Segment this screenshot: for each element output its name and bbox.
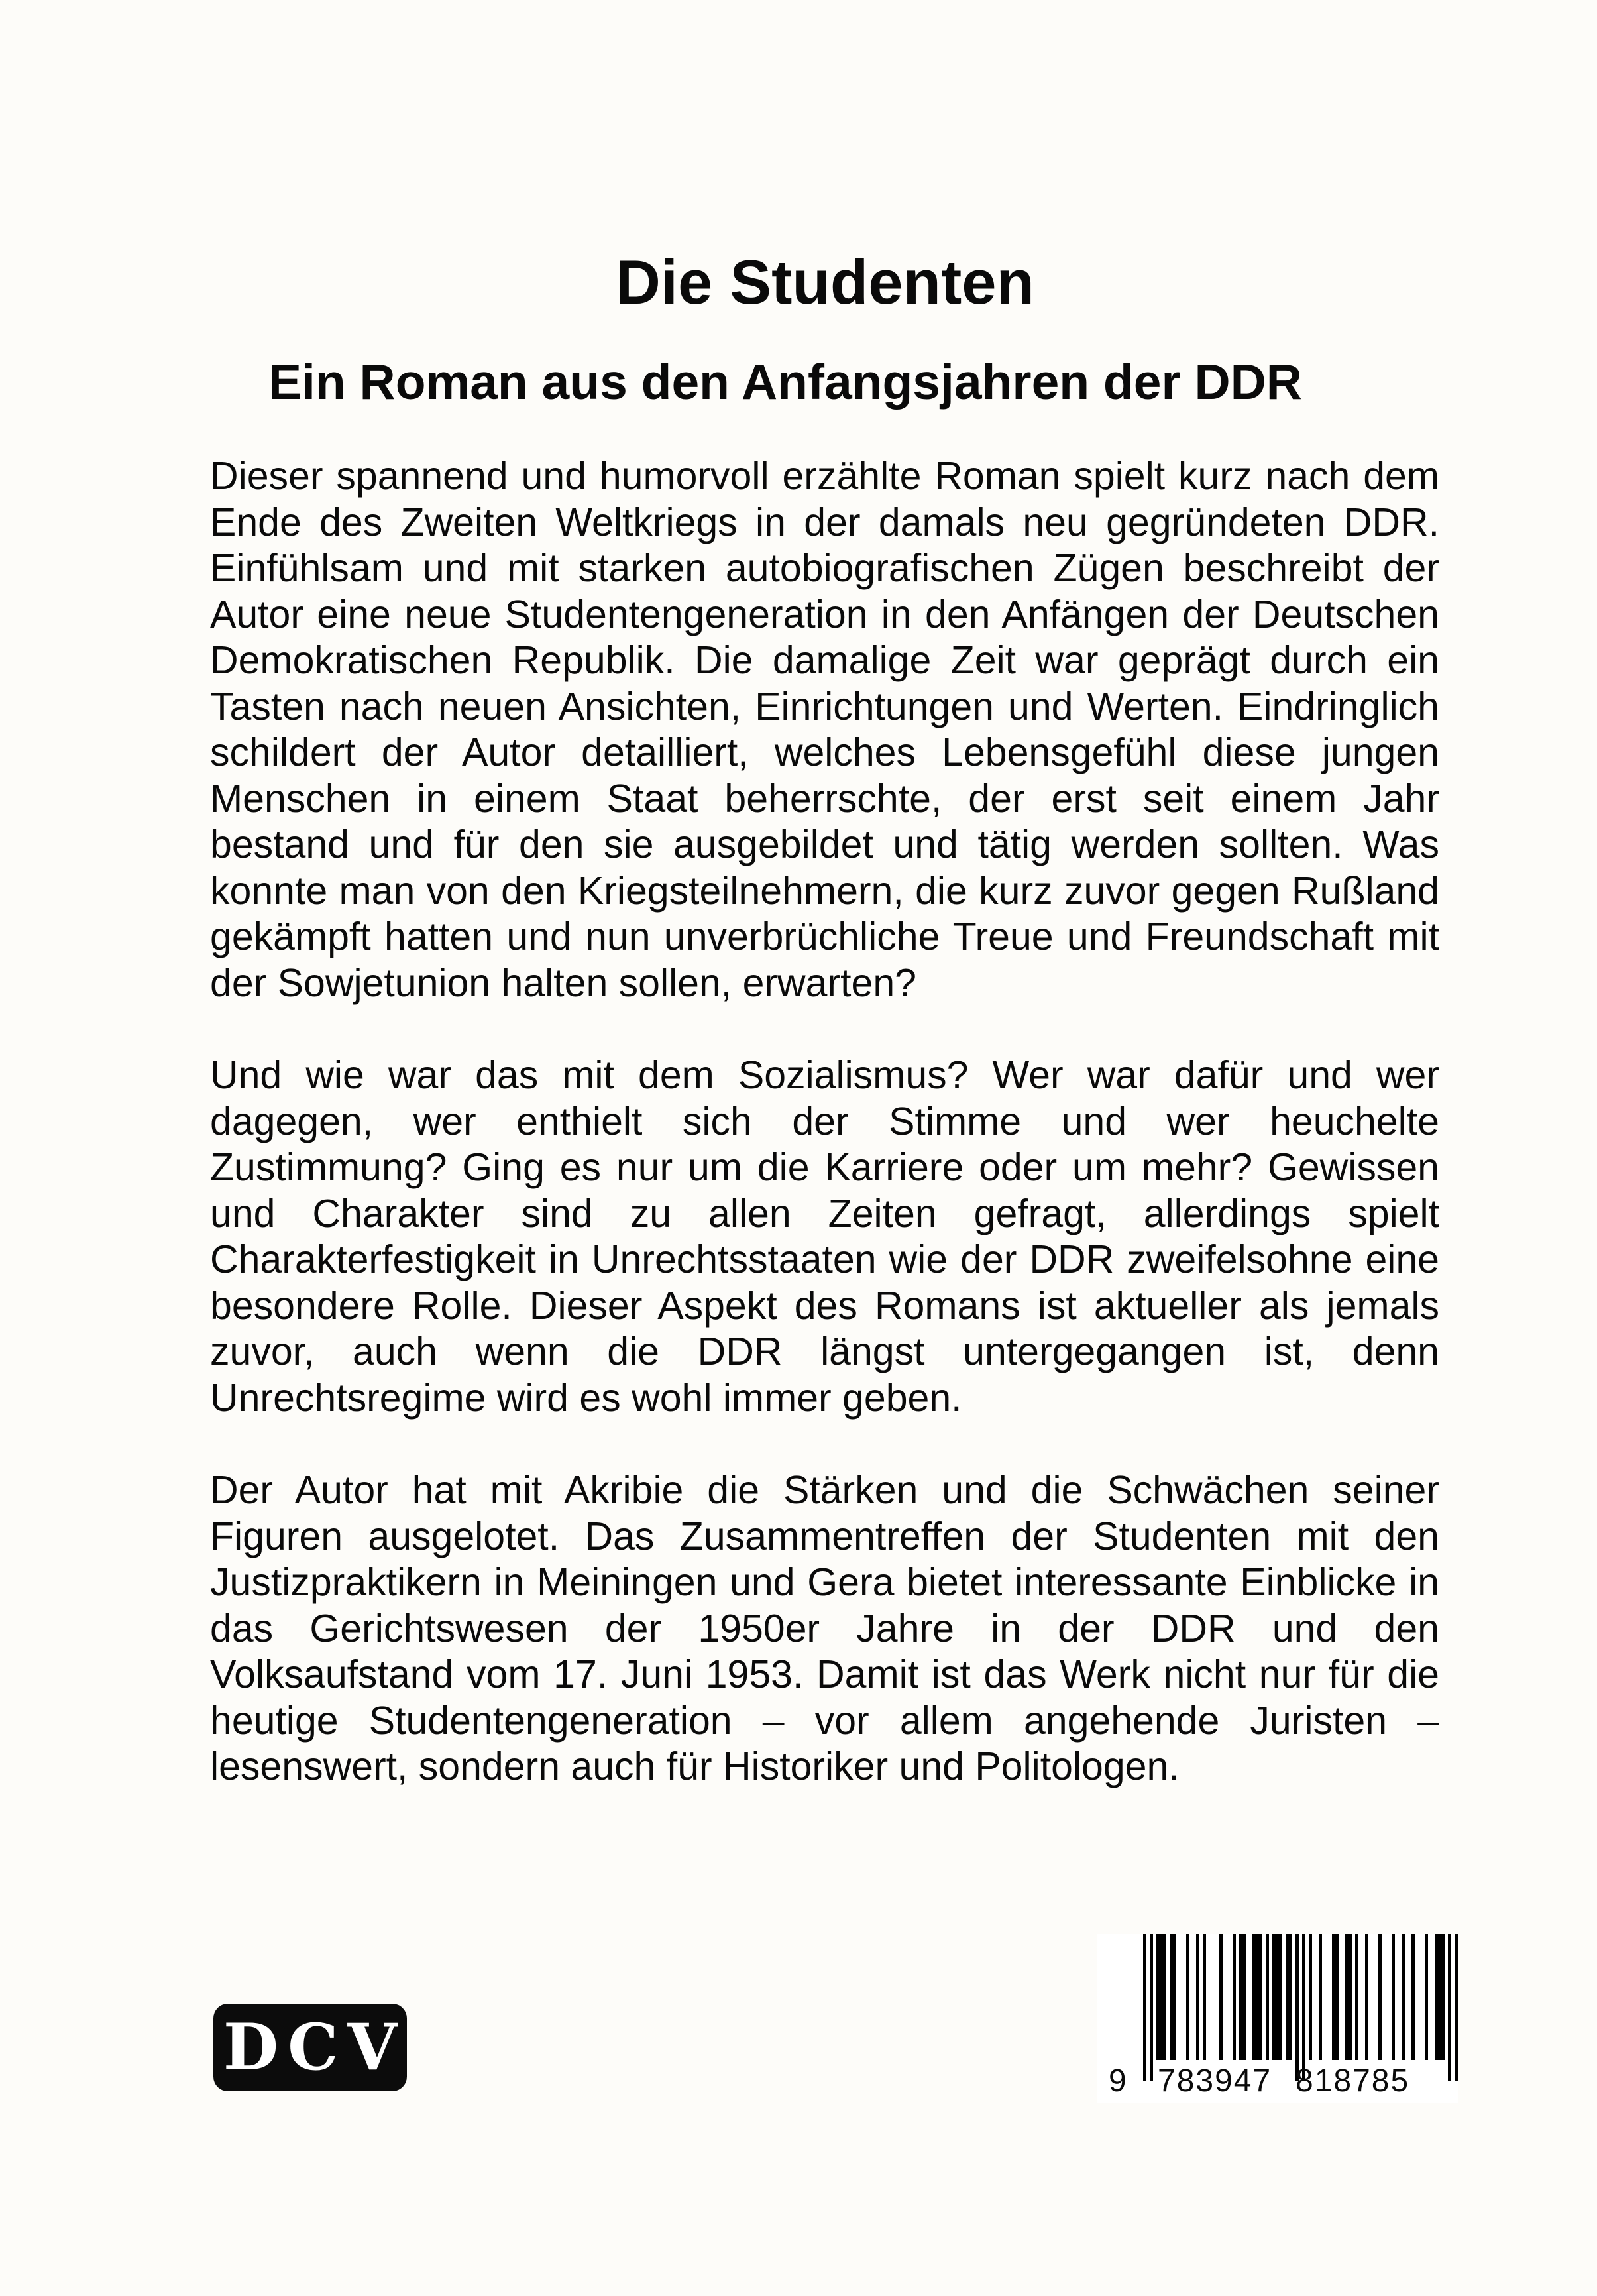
barcode-bar: [1196, 1934, 1199, 2060]
barcode-bar: [1173, 1934, 1176, 2060]
barcode-bar: [1233, 1934, 1236, 2060]
barcode-bar: [1289, 1934, 1292, 2060]
barcode-bar: [1309, 1934, 1312, 2060]
barcode-bar: [1411, 1934, 1415, 2060]
barcode-bar: [1276, 1934, 1279, 2060]
barcode-bar: [1163, 1934, 1166, 2060]
blurb-paragraph-2: Und wie war das mit dem Sozialismus? Wer war dafür und wer dagegen, wer enthielt sich der Stimme und wer heuchelte Zustimmung? Ging es nur um die Karriere oder um mehr? Gewissen und Charakter sind zu allen Zeiten gefragt, allerdings spielt Charakterfestigkeit in Unrechtsstaaten wie der DDR zweifelsohne eine besondere Rolle. Dieser Aspekt des Romans ist aktueller als jemals zuvor, auch wenn die DDR längst untergegangen ist, denn Unrechtsregime wird es wohl immer geben.: [210, 1053, 1439, 1420]
barcode-bar: [1143, 1934, 1146, 2081]
barcode-bar: [1332, 1934, 1335, 2060]
barcode-bar: [1259, 1934, 1262, 2060]
barcode-bar: [1266, 1934, 1269, 2060]
barcode-bar: [1425, 1934, 1428, 2060]
barcode-bar: [1160, 1934, 1163, 2060]
barcode-bar: [1378, 1934, 1382, 2060]
barcode-bar: [1319, 1934, 1322, 2060]
barcode-bar: [1302, 1934, 1305, 2081]
barcode-bar: [1438, 1934, 1441, 2060]
book-title: Die Studenten: [616, 247, 1034, 317]
barcode-bar: [1455, 1934, 1458, 2081]
blurb-paragraph-3: Der Autor hat mit Akribie die Stärken und die Schwächen seiner Figuren ausgelotet. Das Zusammentreffen der Studenten mit den Justizpraktikern in Meiningen und Gera bietet interessante Einblicke in das Gerichtswesen der 1950er Jahre in der DDR und den Volksaufstand vom 17. Juni 1953. Damit ist das Werk nicht nur für die heutige Studentengeneration – vor allem angehende Juristen – lesenswert, sondern auch für Historiker und Politologen.: [210, 1468, 1439, 1788]
barcode-bar: [1156, 1934, 1160, 2060]
barcode-bar: [1345, 1934, 1349, 2060]
barcode-bar: [1295, 1934, 1299, 2081]
barcode-bar: [1365, 1934, 1368, 2060]
barcode-bar: [1279, 1934, 1282, 2060]
barcode-bar: [1286, 1934, 1289, 2060]
barcode-bar: [1448, 1934, 1451, 2081]
barcode-bar: [1252, 1934, 1256, 2060]
barcode-bar: [1150, 1934, 1153, 2081]
barcode-bar: [1435, 1934, 1438, 2060]
barcode-bar: [1349, 1934, 1352, 2060]
barcode-bar: [1242, 1934, 1246, 2060]
barcode-bar: [1335, 1934, 1339, 2060]
barcode-bar: [1256, 1934, 1259, 2060]
barcode-bar: [1355, 1934, 1358, 2060]
blurb-paragraph-1: Dieser spannend und humorvoll erzählte Roman spielt kurz nach dem Ende des Zweiten Weltkriegs in der damals neu gegründeten DDR. Einfühlsam und mit starken autobiografischen Zügen beschreibt der Autor eine neue Studentengeneration in den Anfängen der Deutschen Demokratischen Republik. Die damalige Zeit war geprägt durch ein Tasten nach neuen Ansichten, Einrichtungen und Werten. Eindringlich schildert der Autor detailliert, welches Lebensgefühl diese jungen Menschen in einem Staat beherrschte, der erst seit einem Jahr bestand und für den sie ausgebildet und tätig werden sollten. Was konnte man von den Kriegsteilnehmern, die kurz zuvor gegen Rußland gekämpft hatten und nun unverbrüchliche Treue und Freundschaft mit der Sowjetunion halten sollen, erwarten?: [210, 454, 1439, 1005]
barcode-bar: [1186, 1934, 1189, 2060]
barcode-bar: [1239, 1934, 1242, 2060]
barcode-digits-right: 818785: [1295, 2063, 1410, 2098]
publisher-logo-text: DCV: [223, 2010, 407, 2085]
barcode-bar: [1203, 1934, 1206, 2060]
book-subtitle: Ein Roman aus den Anfangsjahren der DDR: [268, 354, 1302, 410]
barcode-bar: [1219, 1934, 1223, 2060]
barcode-lead-digit: 9: [1109, 2063, 1127, 2098]
barcode-bar: [1392, 1934, 1395, 2060]
publisher-logo: [213, 2004, 407, 2091]
barcode-bar: [1441, 1934, 1445, 2060]
blurb-text: [210, 453, 1439, 1790]
barcode-digits-left: 783947: [1158, 2063, 1272, 2098]
barcode-bar: [1272, 1934, 1276, 2060]
barcode-bar: [1402, 1934, 1405, 2060]
barcode-bar: [1170, 1934, 1173, 2060]
isbn-barcode: [1097, 1934, 1458, 2103]
